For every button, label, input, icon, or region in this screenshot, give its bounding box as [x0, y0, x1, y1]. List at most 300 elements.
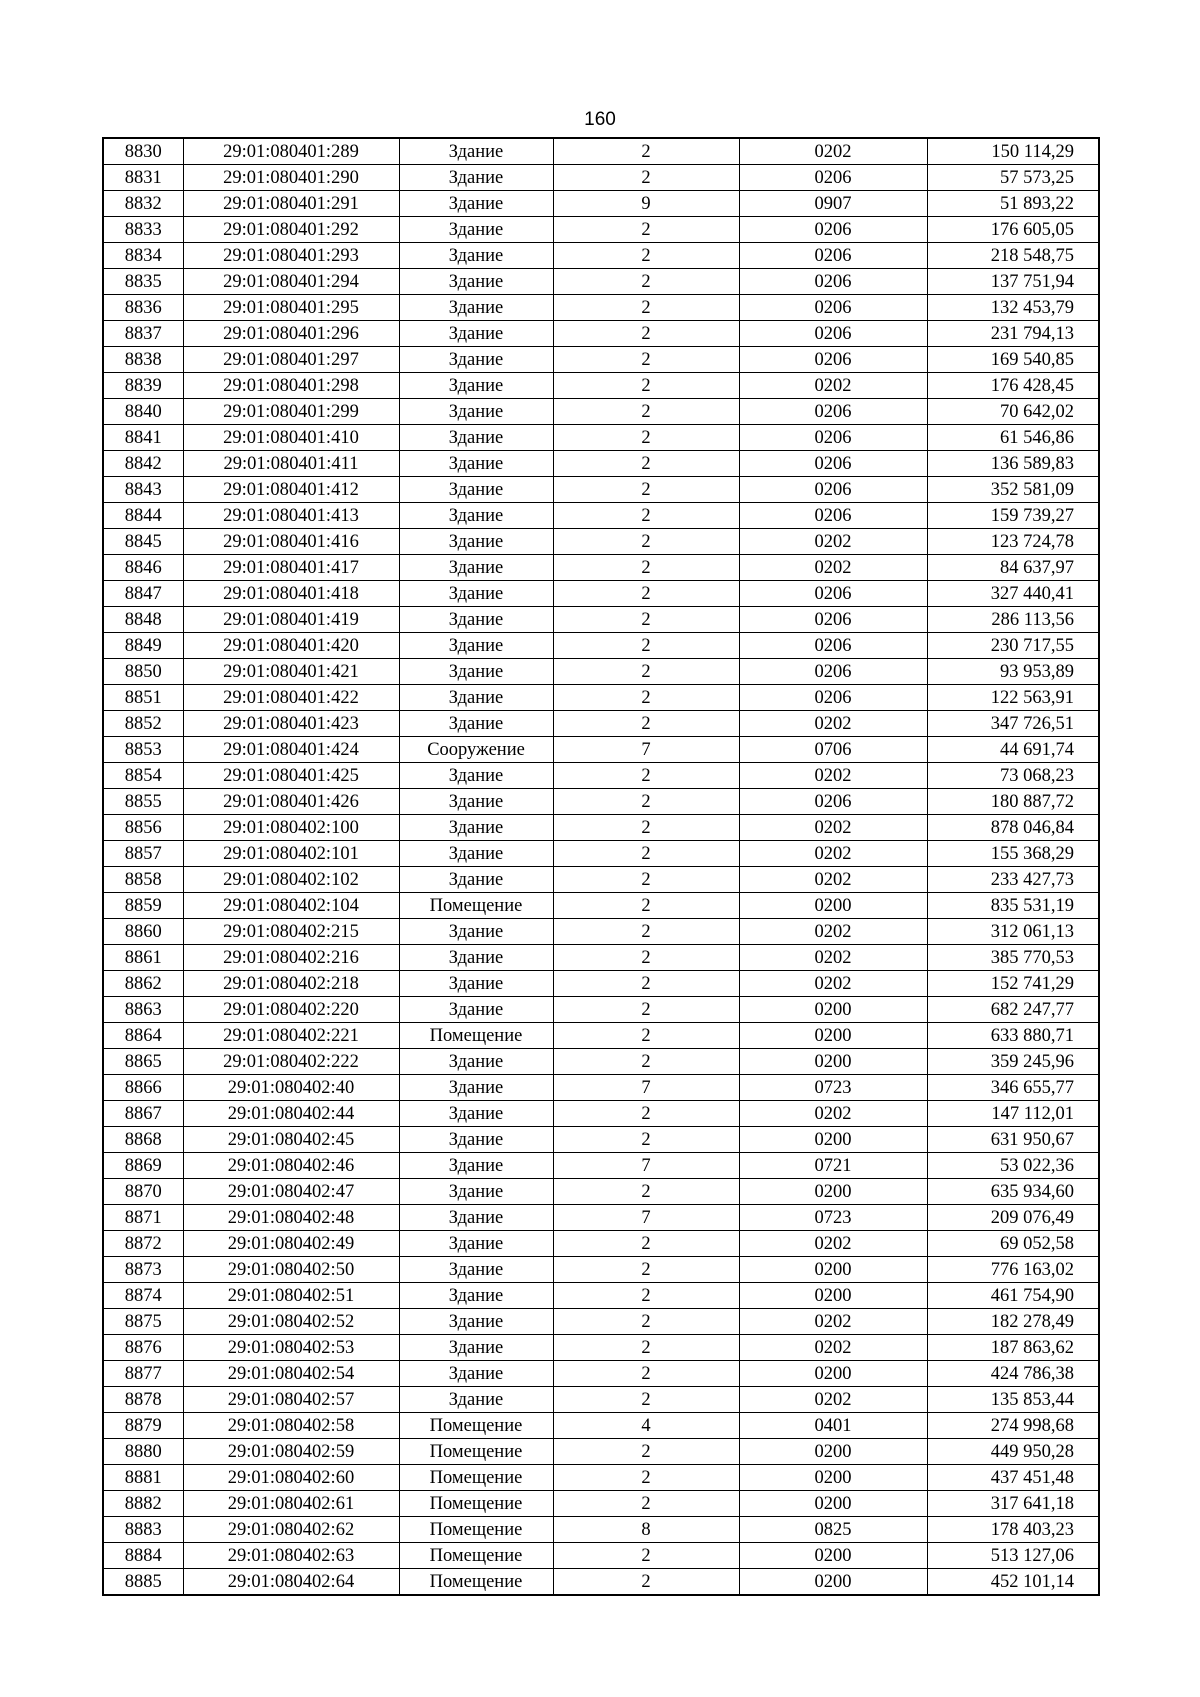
table-row — [103, 321, 1099, 347]
subgroup-code-cell: 0206 — [739, 321, 927, 347]
cadastral-value-cell: 44 691,74 — [927, 737, 1099, 763]
group-code-cell: 2 — [553, 217, 739, 243]
cadastral-number-cell: 29:01:080401:418 — [183, 581, 399, 607]
object-type-cell: Помещение — [399, 1439, 553, 1465]
object-type-cell: Здание — [399, 633, 553, 659]
table-row — [103, 919, 1099, 945]
object-type-cell: Здание — [399, 477, 553, 503]
group-code-cell: 2 — [553, 1231, 739, 1257]
cadastral-value-cell: 176 428,45 — [927, 373, 1099, 399]
group-code-cell: 2 — [553, 1543, 739, 1569]
subgroup-code-cell: 0200 — [739, 1569, 927, 1596]
cadastral-value-cell: 682 247,77 — [927, 997, 1099, 1023]
object-type-cell: Здание — [399, 997, 553, 1023]
cadastral-number-cell: 29:01:080401:410 — [183, 425, 399, 451]
row-number-cell: 8841 — [103, 425, 183, 451]
cadastral-number-cell: 29:01:080402:51 — [183, 1283, 399, 1309]
object-type-cell: Здание — [399, 503, 553, 529]
cadastral-number-cell: 29:01:080402:216 — [183, 945, 399, 971]
cadastral-number-cell: 29:01:080401:419 — [183, 607, 399, 633]
table-row — [103, 191, 1099, 217]
object-type-cell: Здание — [399, 399, 553, 425]
cadastral-number-cell: 29:01:080401:426 — [183, 789, 399, 815]
cadastral-number-cell: 29:01:080401:295 — [183, 295, 399, 321]
cadastral-number-cell: 29:01:080401:290 — [183, 165, 399, 191]
subgroup-code-cell: 0202 — [739, 919, 927, 945]
group-code-cell: 2 — [553, 1361, 739, 1387]
cadastral-number-cell: 29:01:080402:62 — [183, 1517, 399, 1543]
table-row — [103, 685, 1099, 711]
object-type-cell: Здание — [399, 685, 553, 711]
table-row — [103, 1361, 1099, 1387]
object-type-cell: Здание — [399, 1283, 553, 1309]
subgroup-code-cell: 0202 — [739, 373, 927, 399]
subgroup-code-cell: 0206 — [739, 633, 927, 659]
group-code-cell: 8 — [553, 1517, 739, 1543]
table-row — [103, 1205, 1099, 1231]
object-type-cell: Здание — [399, 425, 553, 451]
group-code-cell: 7 — [553, 1205, 739, 1231]
object-type-cell: Здание — [399, 243, 553, 269]
cadastral-value-cell: 182 278,49 — [927, 1309, 1099, 1335]
cadastral-number-cell: 29:01:080402:58 — [183, 1413, 399, 1439]
cadastral-number-cell: 29:01:080402:47 — [183, 1179, 399, 1205]
cadastral-number-cell: 29:01:080402:63 — [183, 1543, 399, 1569]
table-row — [103, 1153, 1099, 1179]
subgroup-code-cell: 0200 — [739, 1049, 927, 1075]
cadastral-number-cell: 29:01:080401:416 — [183, 529, 399, 555]
cadastral-value-cell: 513 127,06 — [927, 1543, 1099, 1569]
object-type-cell: Здание — [399, 1309, 553, 1335]
cadastral-value-cell: 286 113,56 — [927, 607, 1099, 633]
cadastral-number-cell: 29:01:080401:291 — [183, 191, 399, 217]
subgroup-code-cell: 0202 — [739, 763, 927, 789]
cadastral-number-cell: 29:01:080401:297 — [183, 347, 399, 373]
table-row — [103, 581, 1099, 607]
row-number-cell: 8882 — [103, 1491, 183, 1517]
object-type-cell: Здание — [399, 217, 553, 243]
cadastral-value-cell: 178 403,23 — [927, 1517, 1099, 1543]
cadastral-number-cell: 29:01:080402:101 — [183, 841, 399, 867]
row-number-cell: 8862 — [103, 971, 183, 997]
object-type-cell: Здание — [399, 321, 553, 347]
group-code-cell: 2 — [553, 633, 739, 659]
row-number-cell: 8881 — [103, 1465, 183, 1491]
cadastral-value-cell: 352 581,09 — [927, 477, 1099, 503]
cadastral-number-cell: 29:01:080401:299 — [183, 399, 399, 425]
object-type-cell: Здание — [399, 867, 553, 893]
table-row — [103, 607, 1099, 633]
subgroup-code-cell: 0200 — [739, 1179, 927, 1205]
object-type-cell: Здание — [399, 138, 553, 165]
subgroup-code-cell: 0200 — [739, 893, 927, 919]
row-number-cell: 8845 — [103, 529, 183, 555]
group-code-cell: 2 — [553, 243, 739, 269]
row-number-cell: 8843 — [103, 477, 183, 503]
cadastral-value-cell: 169 540,85 — [927, 347, 1099, 373]
row-number-cell: 8855 — [103, 789, 183, 815]
subgroup-code-cell: 0706 — [739, 737, 927, 763]
group-code-cell: 2 — [553, 919, 739, 945]
cadastral-number-cell: 29:01:080402:52 — [183, 1309, 399, 1335]
subgroup-code-cell: 0206 — [739, 789, 927, 815]
object-type-cell: Здание — [399, 1101, 553, 1127]
table-row — [103, 217, 1099, 243]
table-row — [103, 1101, 1099, 1127]
cadastral-number-cell: 29:01:080401:421 — [183, 659, 399, 685]
object-type-cell: Здание — [399, 295, 553, 321]
object-type-cell: Здание — [399, 945, 553, 971]
subgroup-code-cell: 0206 — [739, 243, 927, 269]
group-code-cell: 2 — [553, 347, 739, 373]
table-row — [103, 1283, 1099, 1309]
object-type-cell: Здание — [399, 1231, 553, 1257]
table-row — [103, 763, 1099, 789]
subgroup-code-cell: 0202 — [739, 971, 927, 997]
subgroup-code-cell: 0206 — [739, 217, 927, 243]
table-row — [103, 1049, 1099, 1075]
group-code-cell: 2 — [553, 1257, 739, 1283]
cadastral-number-cell: 29:01:080402:44 — [183, 1101, 399, 1127]
object-type-cell: Здание — [399, 1127, 553, 1153]
cadastral-number-cell: 29:01:080402:45 — [183, 1127, 399, 1153]
row-number-cell: 8849 — [103, 633, 183, 659]
cadastral-number-cell: 29:01:080402:218 — [183, 971, 399, 997]
row-number-cell: 8847 — [103, 581, 183, 607]
group-code-cell: 2 — [553, 789, 739, 815]
row-number-cell: 8831 — [103, 165, 183, 191]
subgroup-code-cell: 0206 — [739, 165, 927, 191]
group-code-cell: 2 — [553, 451, 739, 477]
object-type-cell: Здание — [399, 1335, 553, 1361]
table-row — [103, 138, 1099, 165]
object-type-cell: Здание — [399, 581, 553, 607]
cadastral-value-cell: 137 751,94 — [927, 269, 1099, 295]
cadastral-number-cell: 29:01:080402:53 — [183, 1335, 399, 1361]
cadastral-value-cell: 61 546,86 — [927, 425, 1099, 451]
object-type-cell: Помещение — [399, 1491, 553, 1517]
group-code-cell: 7 — [553, 1075, 739, 1101]
table-row — [103, 555, 1099, 581]
group-code-cell: 2 — [553, 1439, 739, 1465]
subgroup-code-cell: 0200 — [739, 1257, 927, 1283]
subgroup-code-cell: 0206 — [739, 477, 927, 503]
cadastral-number-cell: 29:01:080401:420 — [183, 633, 399, 659]
subgroup-code-cell: 0200 — [739, 1465, 927, 1491]
object-type-cell: Здание — [399, 815, 553, 841]
row-number-cell: 8875 — [103, 1309, 183, 1335]
table-row — [103, 1231, 1099, 1257]
row-number-cell: 8864 — [103, 1023, 183, 1049]
subgroup-code-cell: 0206 — [739, 581, 927, 607]
table-row — [103, 1465, 1099, 1491]
object-type-cell: Здание — [399, 1257, 553, 1283]
cadastral-value-cell: 231 794,13 — [927, 321, 1099, 347]
cadastral-value-cell: 152 741,29 — [927, 971, 1099, 997]
cadastral-value-cell: 51 893,22 — [927, 191, 1099, 217]
cadastral-number-cell: 29:01:080402:40 — [183, 1075, 399, 1101]
table-row — [103, 1543, 1099, 1569]
object-type-cell: Сооружение — [399, 737, 553, 763]
cadastral-value-cell: 53 022,36 — [927, 1153, 1099, 1179]
subgroup-code-cell: 0206 — [739, 269, 927, 295]
row-number-cell: 8877 — [103, 1361, 183, 1387]
table-row — [103, 893, 1099, 919]
cadastral-value-cell: 155 368,29 — [927, 841, 1099, 867]
cadastral-number-cell: 29:01:080402:104 — [183, 893, 399, 919]
subgroup-code-cell: 0200 — [739, 1491, 927, 1517]
table-row — [103, 529, 1099, 555]
row-number-cell: 8830 — [103, 138, 183, 165]
row-number-cell: 8840 — [103, 399, 183, 425]
cadastral-value-cell: 122 563,91 — [927, 685, 1099, 711]
group-code-cell: 2 — [553, 711, 739, 737]
table-row — [103, 295, 1099, 321]
row-number-cell: 8883 — [103, 1517, 183, 1543]
row-number-cell: 8837 — [103, 321, 183, 347]
cadastral-value-cell: 631 950,67 — [927, 1127, 1099, 1153]
object-type-cell: Здание — [399, 789, 553, 815]
group-code-cell: 2 — [553, 425, 739, 451]
group-code-cell: 2 — [553, 1335, 739, 1361]
cadastral-number-cell: 29:01:080402:64 — [183, 1569, 399, 1596]
cadastral-value-table — [102, 137, 1100, 1596]
table-row — [103, 1257, 1099, 1283]
cadastral-number-cell: 29:01:080402:220 — [183, 997, 399, 1023]
object-type-cell: Здание — [399, 373, 553, 399]
table-row — [103, 971, 1099, 997]
object-type-cell: Здание — [399, 1205, 553, 1231]
cadastral-number-cell: 29:01:080402:48 — [183, 1205, 399, 1231]
table-row — [103, 789, 1099, 815]
subgroup-code-cell: 0202 — [739, 945, 927, 971]
cadastral-number-cell: 29:01:080402:222 — [183, 1049, 399, 1075]
cadastral-value-cell: 359 245,96 — [927, 1049, 1099, 1075]
row-number-cell: 8832 — [103, 191, 183, 217]
table-row — [103, 1335, 1099, 1361]
cadastral-value-cell: 835 531,19 — [927, 893, 1099, 919]
row-number-cell: 8871 — [103, 1205, 183, 1231]
group-code-cell: 2 — [553, 1179, 739, 1205]
row-number-cell: 8842 — [103, 451, 183, 477]
row-number-cell: 8856 — [103, 815, 183, 841]
row-number-cell: 8844 — [103, 503, 183, 529]
row-number-cell: 8865 — [103, 1049, 183, 1075]
group-code-cell: 2 — [553, 1491, 739, 1517]
object-type-cell: Помещение — [399, 1413, 553, 1439]
cadastral-value-cell: 424 786,38 — [927, 1361, 1099, 1387]
row-number-cell: 8863 — [103, 997, 183, 1023]
object-type-cell: Помещение — [399, 1465, 553, 1491]
subgroup-code-cell: 0202 — [739, 1231, 927, 1257]
object-type-cell: Помещение — [399, 1543, 553, 1569]
subgroup-code-cell: 0723 — [739, 1205, 927, 1231]
group-code-cell: 2 — [553, 1127, 739, 1153]
object-type-cell: Здание — [399, 451, 553, 477]
group-code-cell: 2 — [553, 138, 739, 165]
subgroup-code-cell: 0206 — [739, 503, 927, 529]
cadastral-number-cell: 29:01:080401:294 — [183, 269, 399, 295]
cadastral-number-cell: 29:01:080401:413 — [183, 503, 399, 529]
row-number-cell: 8859 — [103, 893, 183, 919]
subgroup-code-cell: 0206 — [739, 399, 927, 425]
table-row — [103, 867, 1099, 893]
object-type-cell: Здание — [399, 165, 553, 191]
cadastral-number-cell: 29:01:080402:221 — [183, 1023, 399, 1049]
object-type-cell: Здание — [399, 555, 553, 581]
subgroup-code-cell: 0200 — [739, 1023, 927, 1049]
group-code-cell: 2 — [553, 685, 739, 711]
subgroup-code-cell: 0202 — [739, 1309, 927, 1335]
cadastral-number-cell: 29:01:080402:46 — [183, 1153, 399, 1179]
cadastral-value-cell: 461 754,90 — [927, 1283, 1099, 1309]
subgroup-code-cell: 0723 — [739, 1075, 927, 1101]
row-number-cell: 8838 — [103, 347, 183, 373]
row-number-cell: 8869 — [103, 1153, 183, 1179]
cadastral-value-cell: 123 724,78 — [927, 529, 1099, 555]
subgroup-code-cell: 0200 — [739, 1127, 927, 1153]
group-code-cell: 2 — [553, 815, 739, 841]
object-type-cell: Здание — [399, 659, 553, 685]
object-type-cell: Здание — [399, 971, 553, 997]
row-number-cell: 8872 — [103, 1231, 183, 1257]
row-number-cell: 8870 — [103, 1179, 183, 1205]
group-code-cell: 2 — [553, 607, 739, 633]
group-code-cell: 2 — [553, 1283, 739, 1309]
group-code-cell: 2 — [553, 1049, 739, 1075]
object-type-cell: Здание — [399, 269, 553, 295]
cadastral-value-cell: 180 887,72 — [927, 789, 1099, 815]
cadastral-value-cell: 878 046,84 — [927, 815, 1099, 841]
table-row — [103, 1387, 1099, 1413]
cadastral-number-cell: 29:01:080402:215 — [183, 919, 399, 945]
group-code-cell: 2 — [553, 581, 739, 607]
subgroup-code-cell: 0200 — [739, 1361, 927, 1387]
cadastral-number-cell: 29:01:080401:289 — [183, 138, 399, 165]
table-row — [103, 1439, 1099, 1465]
table-row — [103, 1309, 1099, 1335]
table-row — [103, 1023, 1099, 1049]
cadastral-number-cell: 29:01:080402:59 — [183, 1439, 399, 1465]
table-row — [103, 1569, 1099, 1596]
group-code-cell: 2 — [553, 971, 739, 997]
subgroup-code-cell: 0202 — [739, 1335, 927, 1361]
cadastral-number-cell: 29:01:080401:417 — [183, 555, 399, 581]
table-row — [103, 1127, 1099, 1153]
row-number-cell: 8878 — [103, 1387, 183, 1413]
object-type-cell: Помещение — [399, 1517, 553, 1543]
cadastral-value-cell: 57 573,25 — [927, 165, 1099, 191]
row-number-cell: 8866 — [103, 1075, 183, 1101]
cadastral-value-cell: 218 548,75 — [927, 243, 1099, 269]
object-type-cell: Здание — [399, 841, 553, 867]
table-row — [103, 841, 1099, 867]
table-row — [103, 737, 1099, 763]
table-row — [103, 425, 1099, 451]
subgroup-code-cell: 0202 — [739, 815, 927, 841]
row-number-cell: 8861 — [103, 945, 183, 971]
row-number-cell: 8850 — [103, 659, 183, 685]
cadastral-number-cell: 29:01:080402:54 — [183, 1361, 399, 1387]
row-number-cell: 8851 — [103, 685, 183, 711]
table-row — [103, 1491, 1099, 1517]
row-number-cell: 8854 — [103, 763, 183, 789]
cadastral-number-cell: 29:01:080401:422 — [183, 685, 399, 711]
subgroup-code-cell: 0206 — [739, 295, 927, 321]
table-row — [103, 945, 1099, 971]
object-type-cell: Здание — [399, 529, 553, 555]
cadastral-value-cell: 776 163,02 — [927, 1257, 1099, 1283]
group-code-cell: 2 — [553, 659, 739, 685]
cadastral-value-cell: 274 998,68 — [927, 1413, 1099, 1439]
cadastral-number-cell: 29:01:080401:412 — [183, 477, 399, 503]
row-number-cell: 8874 — [103, 1283, 183, 1309]
table-row — [103, 269, 1099, 295]
row-number-cell: 8858 — [103, 867, 183, 893]
cadastral-value-cell: 159 739,27 — [927, 503, 1099, 529]
table-row — [103, 633, 1099, 659]
row-number-cell: 8839 — [103, 373, 183, 399]
cadastral-value-cell: 437 451,48 — [927, 1465, 1099, 1491]
cadastral-value-cell: 147 112,01 — [927, 1101, 1099, 1127]
cadastral-value-cell: 449 950,28 — [927, 1439, 1099, 1465]
group-code-cell: 2 — [553, 1309, 739, 1335]
group-code-cell: 4 — [553, 1413, 739, 1439]
group-code-cell: 2 — [553, 1569, 739, 1596]
cadastral-number-cell: 29:01:080402:50 — [183, 1257, 399, 1283]
row-number-cell: 8846 — [103, 555, 183, 581]
cadastral-number-cell: 29:01:080402:61 — [183, 1491, 399, 1517]
group-code-cell: 2 — [553, 893, 739, 919]
group-code-cell: 2 — [553, 165, 739, 191]
subgroup-code-cell: 0206 — [739, 685, 927, 711]
cadastral-number-cell: 29:01:080401:424 — [183, 737, 399, 763]
table-row — [103, 373, 1099, 399]
group-code-cell: 2 — [553, 1387, 739, 1413]
cadastral-number-cell: 29:01:080401:293 — [183, 243, 399, 269]
subgroup-code-cell: 0202 — [739, 529, 927, 555]
cadastral-number-cell: 29:01:080402:102 — [183, 867, 399, 893]
subgroup-code-cell: 0202 — [739, 841, 927, 867]
object-type-cell: Здание — [399, 1361, 553, 1387]
cadastral-value-cell: 150 114,29 — [927, 138, 1099, 165]
table-row — [103, 477, 1099, 503]
subgroup-code-cell: 0206 — [739, 659, 927, 685]
cadastral-number-cell: 29:01:080401:423 — [183, 711, 399, 737]
subgroup-code-cell: 0206 — [739, 425, 927, 451]
cadastral-value-cell: 73 068,23 — [927, 763, 1099, 789]
cadastral-value-cell: 385 770,53 — [927, 945, 1099, 971]
cadastral-value-cell: 93 953,89 — [927, 659, 1099, 685]
object-type-cell: Помещение — [399, 1569, 553, 1596]
row-number-cell: 8853 — [103, 737, 183, 763]
object-type-cell: Здание — [399, 1049, 553, 1075]
row-number-cell: 8868 — [103, 1127, 183, 1153]
group-code-cell: 2 — [553, 503, 739, 529]
cadastral-value-cell: 135 853,44 — [927, 1387, 1099, 1413]
cadastral-number-cell: 29:01:080401:411 — [183, 451, 399, 477]
group-code-cell: 2 — [553, 529, 739, 555]
cadastral-value-cell: 346 655,77 — [927, 1075, 1099, 1101]
row-number-cell: 8885 — [103, 1569, 183, 1596]
object-type-cell: Здание — [399, 607, 553, 633]
table-row — [103, 997, 1099, 1023]
group-code-cell: 2 — [553, 295, 739, 321]
cadastral-value-cell: 176 605,05 — [927, 217, 1099, 243]
group-code-cell: 2 — [553, 763, 739, 789]
group-code-cell: 2 — [553, 321, 739, 347]
cadastral-value-cell: 452 101,14 — [927, 1569, 1099, 1596]
